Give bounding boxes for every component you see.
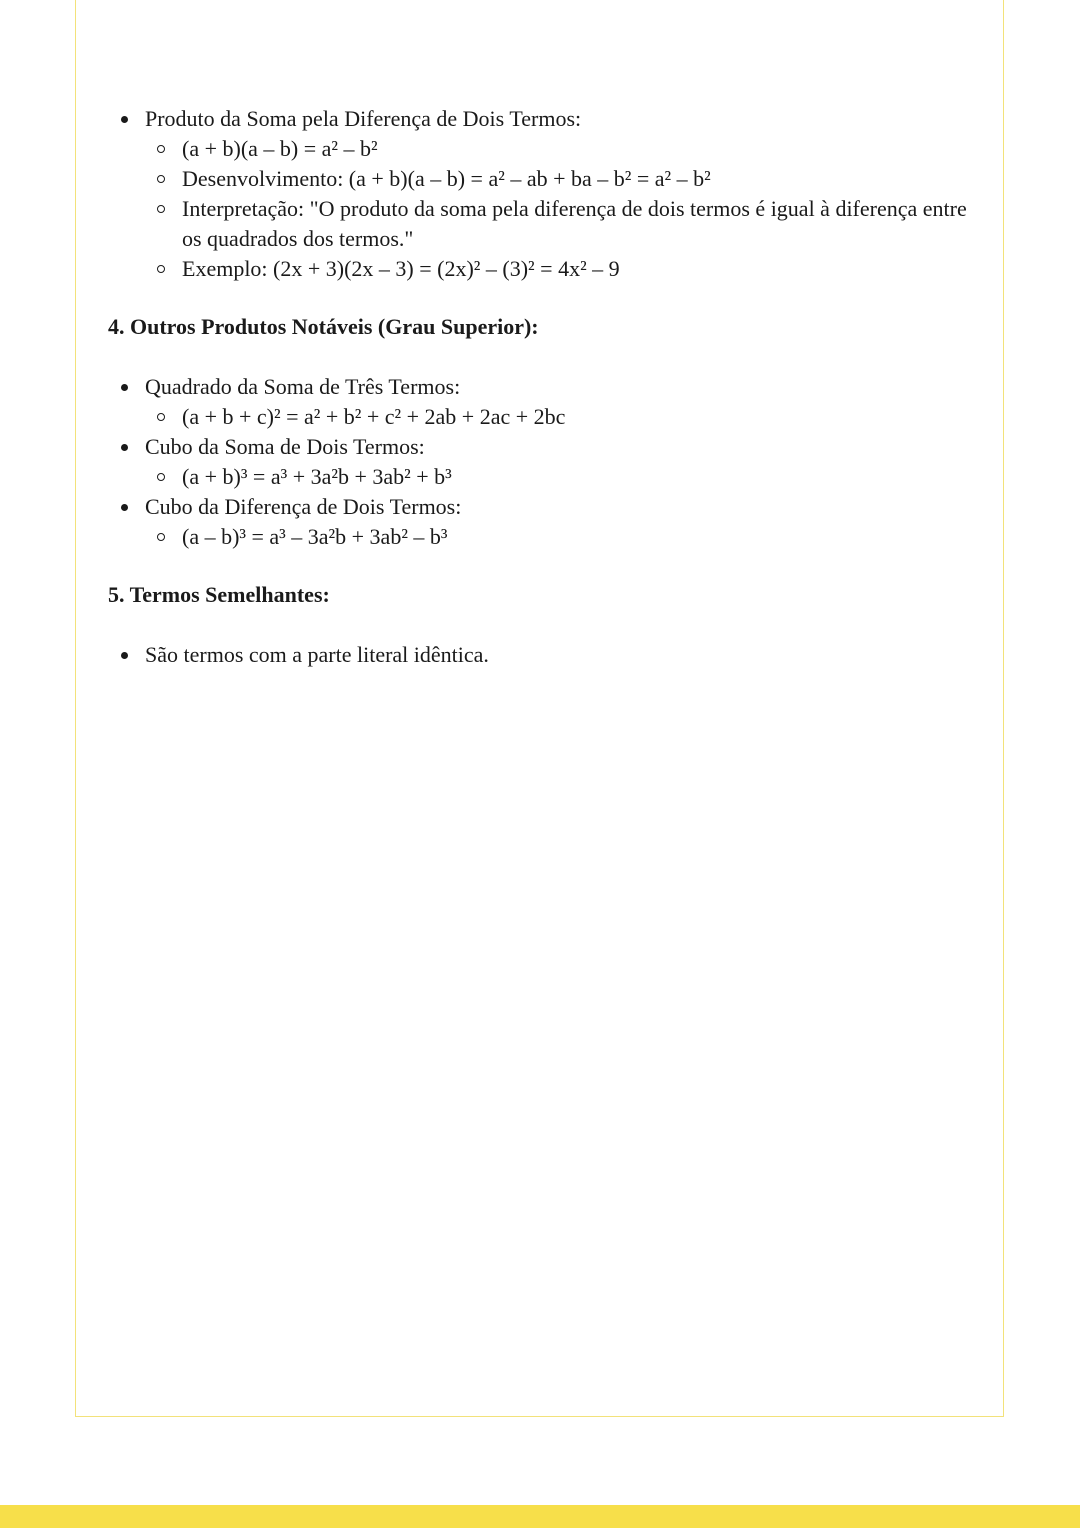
item-title: Cubo da Diferença de Dois Termos: — [145, 494, 462, 519]
sublist — [145, 522, 968, 552]
item-title: Quadrado da Soma de Três Termos: — [145, 374, 461, 399]
document-content — [108, 104, 968, 670]
bullet-icon — [121, 384, 128, 391]
sublist-item — [145, 402, 968, 432]
bullet-icon — [121, 504, 128, 511]
example-text: Exemplo: (2x + 3)(2x – 3) = (2x)² – (3)² = 4x² – 9 — [182, 256, 620, 281]
item-title: Produto da Soma pela Diferença de Dois Termos: — [145, 106, 582, 131]
hollow-bullet-icon — [157, 265, 165, 273]
hollow-bullet-icon — [157, 175, 165, 183]
formula: (a + b + c)² = a² + b² + c² + 2ab + 2ac + 2bc — [182, 404, 566, 429]
bullet-icon — [121, 652, 128, 659]
item-text: São termos com a parte literal idêntica. — [145, 642, 489, 667]
section3-list — [108, 104, 968, 284]
footer-bar — [0, 1505, 1080, 1528]
item-title: Cubo da Soma de Dois Termos: — [145, 434, 425, 459]
sublist-item — [145, 134, 968, 164]
section4-list — [108, 372, 968, 552]
formula: (a + b)(a – b) = a² – b² — [182, 136, 378, 161]
hollow-bullet-icon — [157, 533, 165, 541]
sublist-item — [145, 194, 968, 254]
list-item — [108, 432, 968, 492]
hollow-bullet-icon — [157, 413, 165, 421]
bullet-icon — [121, 444, 128, 451]
list-item — [108, 104, 968, 284]
sublist-item — [145, 164, 968, 194]
list-item — [108, 640, 968, 670]
hollow-bullet-icon — [157, 205, 165, 213]
interpretation-text: Interpretação: "O produto da soma pela diferença de dois termos é igual à diferença entre os quadrados dos termos." — [182, 196, 967, 251]
list-item — [108, 372, 968, 432]
list-item — [108, 492, 968, 552]
sublist-item — [145, 254, 968, 284]
bullet-icon — [121, 116, 128, 123]
sublist-item — [145, 462, 968, 492]
section-heading: 5. Termos Semelhantes: — [108, 582, 330, 607]
hollow-bullet-icon — [157, 473, 165, 481]
sublist — [145, 462, 968, 492]
section-heading: 4. Outros Produtos Notáveis (Grau Superior): — [108, 314, 539, 339]
section5-list — [108, 640, 968, 670]
formula: (a – b)³ = a³ – 3a²b + 3ab² – b³ — [182, 524, 448, 549]
development-text: Desenvolvimento: (a + b)(a – b) = a² – ab + ba – b² = a² – b² — [182, 166, 711, 191]
sublist — [145, 402, 968, 432]
sublist-item — [145, 522, 968, 552]
formula: (a + b)³ = a³ + 3a²b + 3ab² + b³ — [182, 464, 452, 489]
sublist — [145, 134, 968, 284]
hollow-bullet-icon — [157, 145, 165, 153]
